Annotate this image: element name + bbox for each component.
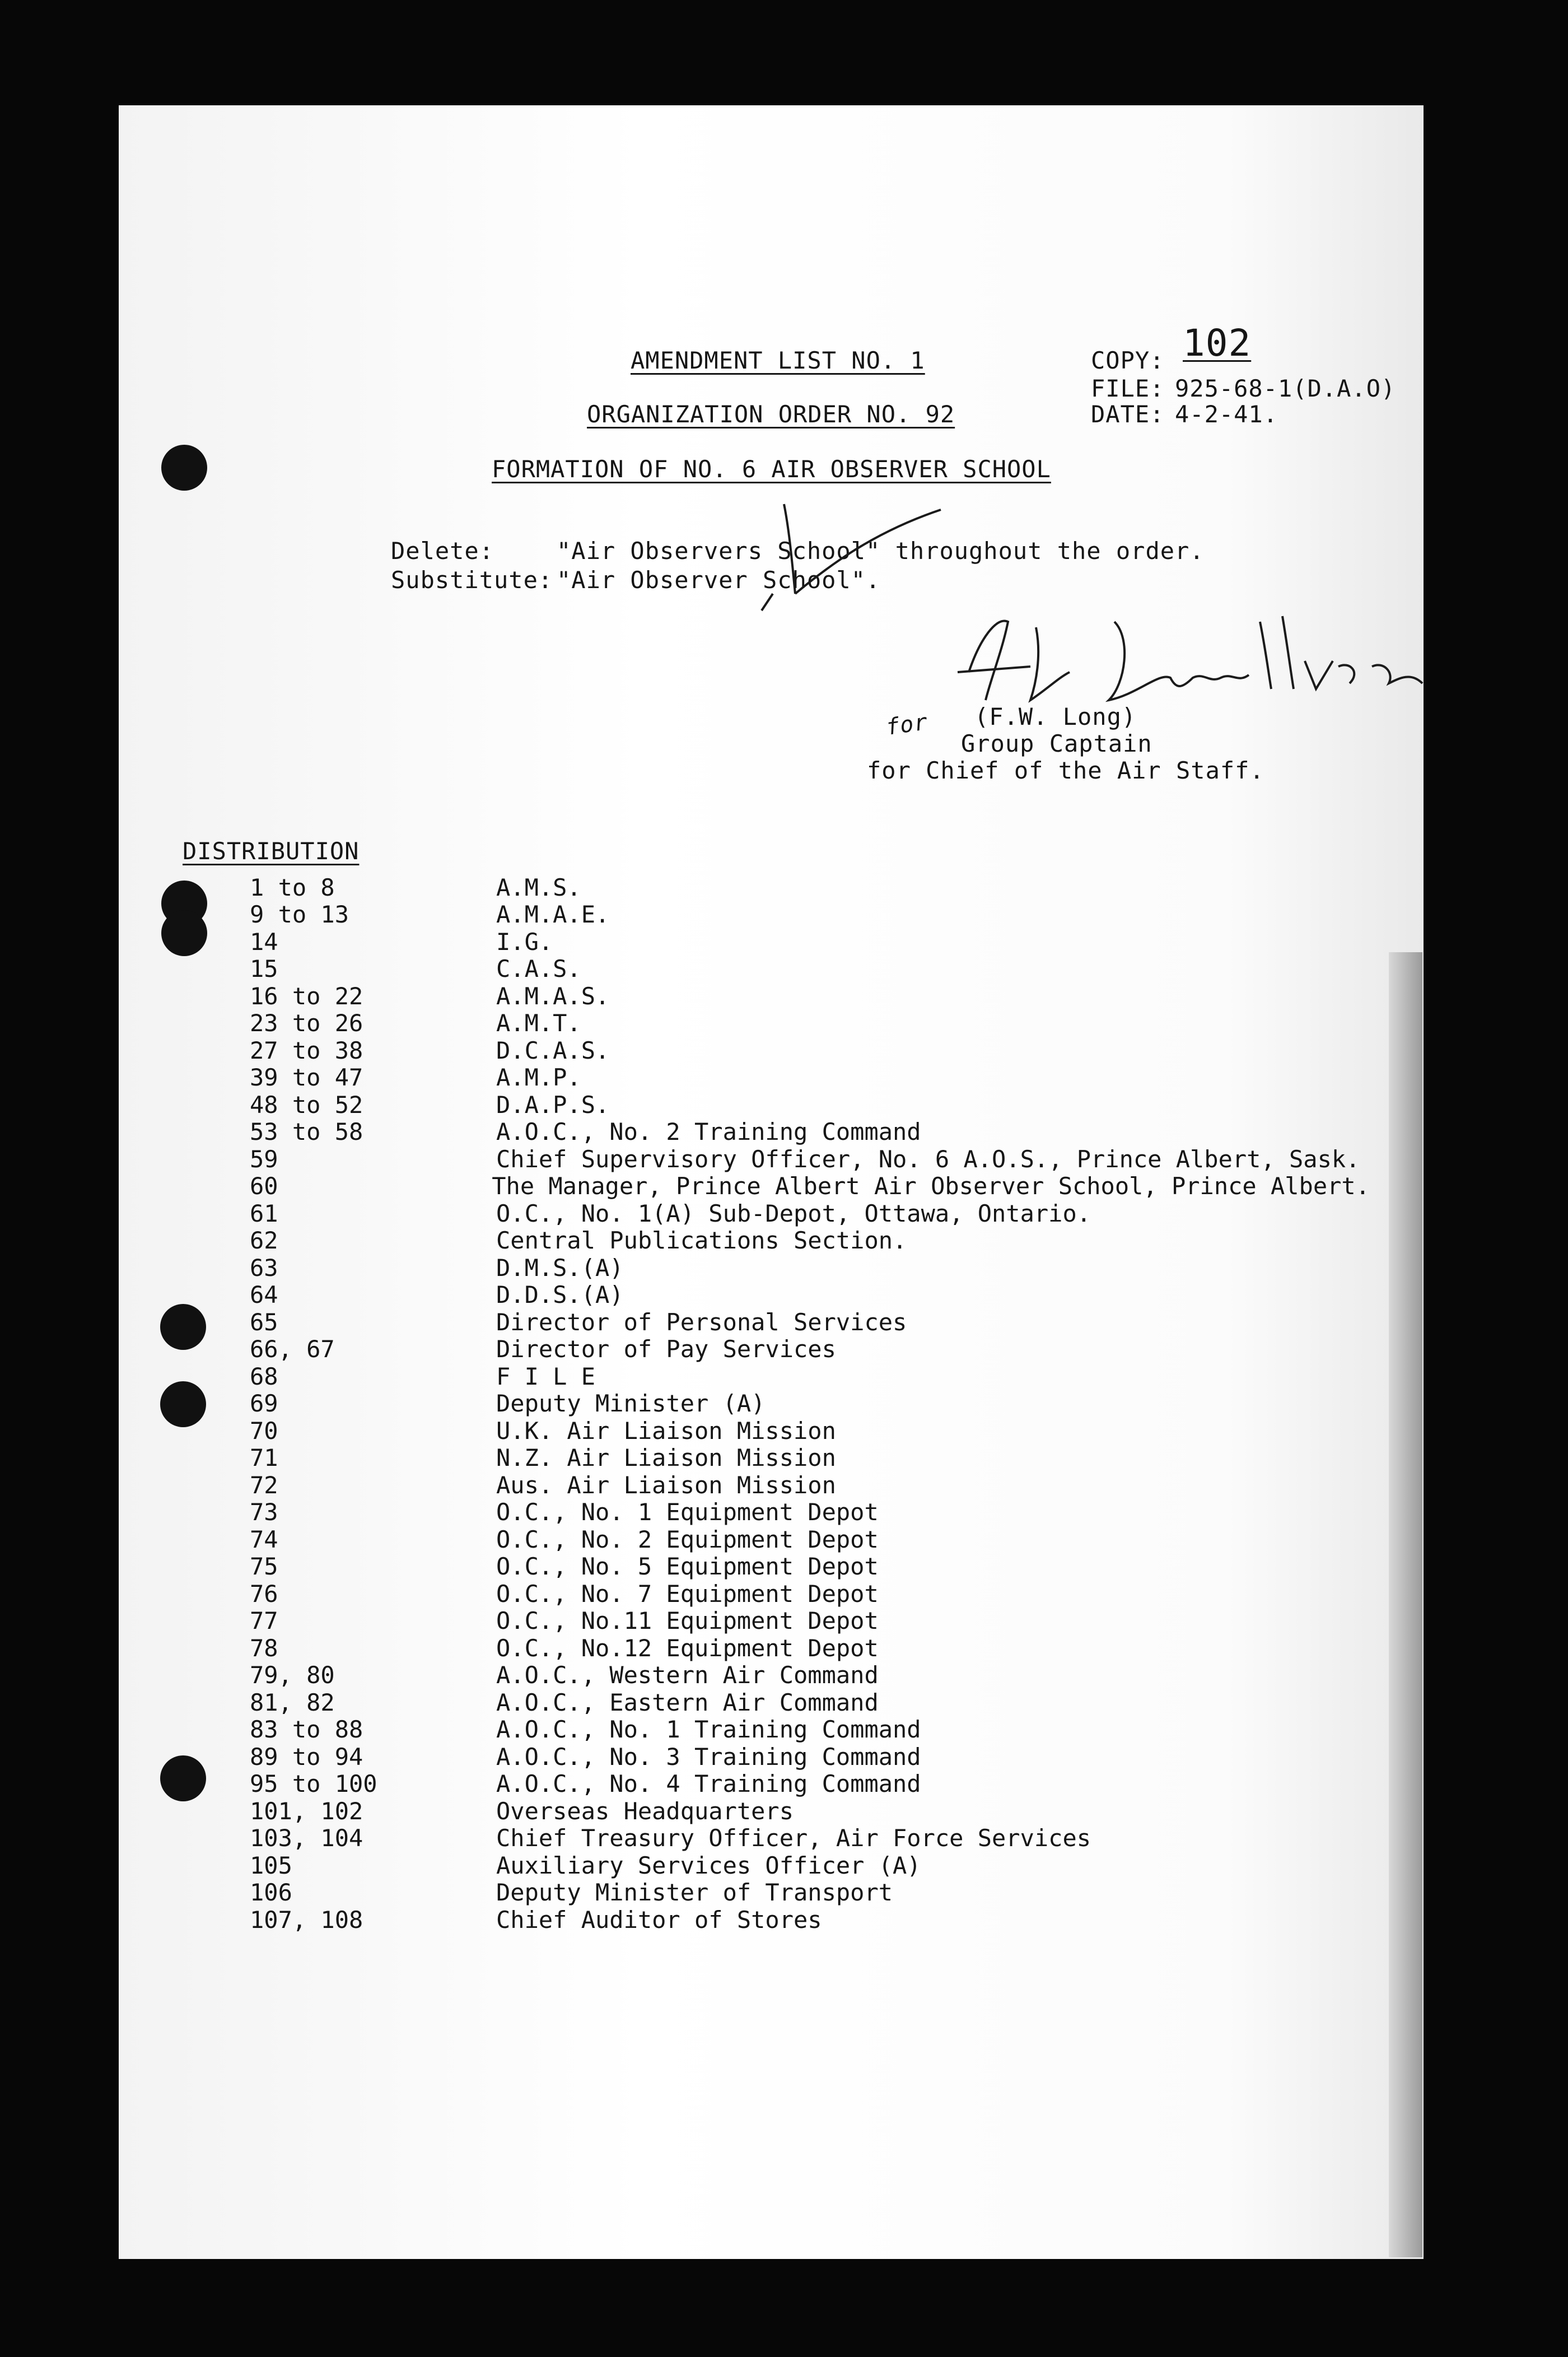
copy-range: 78 <box>250 1634 278 1662</box>
copy-range: 64 <box>250 1281 278 1309</box>
punch-hole <box>161 910 207 956</box>
copy-range: 105 <box>250 1851 292 1879</box>
distribution-row <box>250 1363 1370 1390</box>
signature-text: A.L. Seavill w/cdr <box>952 597 1049 607</box>
copy-range: 14 <box>250 928 278 956</box>
distribution-list <box>250 874 1370 1934</box>
distribution-row <box>250 1689 1370 1716</box>
copy-range: 107, 108 <box>250 1906 363 1934</box>
distribution-row <box>250 1662 1370 1689</box>
recipient: Chief Supervisory Officer, No. 6 A.O.S., Prince Albert, Sask. <box>496 1145 1360 1173</box>
copy-range: 60 <box>250 1172 278 1200</box>
copy-range: 15 <box>250 955 278 983</box>
recipient: U.K. Air Liaison Mission <box>496 1417 836 1445</box>
order-title: ORGANIZATION ORDER NO. 92 <box>587 400 955 428</box>
distribution-row <box>250 1825 1370 1852</box>
recipient: N.Z. Air Liaison Mission <box>496 1444 836 1472</box>
copy-range: 16 to 22 <box>250 982 363 1010</box>
recipient: Chief Treasury Officer, Air Force Services <box>496 1824 1091 1852</box>
signatory-rank: Group Captain <box>961 730 1152 757</box>
copy-range: 101, 102 <box>250 1797 363 1825</box>
copy-range: 69 <box>250 1390 278 1418</box>
recipient: D.D.S.(A) <box>496 1281 624 1309</box>
distribution-row <box>250 1145 1370 1173</box>
distribution-row <box>250 1010 1370 1037</box>
distribution-row <box>250 1797 1370 1825</box>
delete-text: "Air Observers School" throughout the order. <box>557 537 1205 565</box>
file-value: 925-68-1(D.A.O) <box>1175 375 1396 402</box>
recipient: Director of Personal Services <box>496 1308 907 1336</box>
recipient: Deputy Minister of Transport <box>496 1879 893 1907</box>
recipient: A.O.C., No. 4 Training Command <box>496 1770 921 1798</box>
distribution-row <box>250 1336 1370 1363</box>
distribution-row <box>250 1254 1370 1282</box>
distribution-row <box>250 1445 1370 1472</box>
distribution-row <box>250 1608 1370 1635</box>
copy-range: 95 to 100 <box>250 1770 377 1798</box>
recipient: O.C., No. 7 Equipment Depot <box>496 1580 879 1608</box>
recipient: O.C., No. 1 Equipment Depot <box>496 1498 879 1526</box>
for-mark: for <box>884 709 930 741</box>
correction-stroke <box>750 499 952 622</box>
recipient: A.M.A.E. <box>496 901 610 929</box>
distribution-row <box>250 1227 1370 1255</box>
copy-range: 74 <box>250 1525 278 1553</box>
file-label: FILE: <box>1091 375 1165 402</box>
copy-range: 48 to 52 <box>250 1091 363 1119</box>
copy-range: 63 <box>250 1254 278 1282</box>
copy-range: 79, 80 <box>250 1661 335 1689</box>
delete-label: Delete: <box>391 537 494 565</box>
copy-range: 1 to 8 <box>250 873 335 901</box>
recipient: The Manager, Prince Albert Air Observer School, Prince Albert. <box>492 1172 1370 1200</box>
recipient: A.O.C., Eastern Air Command <box>496 1688 879 1716</box>
recipient: A.O.C., Western Air Command <box>496 1661 879 1689</box>
copy-range: 59 <box>250 1145 278 1173</box>
distribution-row <box>250 1906 1370 1934</box>
recipient: Central Publications Section. <box>496 1227 907 1255</box>
distribution-row <box>250 1634 1370 1662</box>
copy-range: 71 <box>250 1444 278 1472</box>
recipient: Director of Pay Services <box>496 1335 836 1363</box>
distribution-row <box>250 1879 1370 1907</box>
copy-range: 23 to 26 <box>250 1009 363 1037</box>
distribution-row <box>250 1119 1370 1146</box>
distribution-row <box>250 1499 1370 1526</box>
recipient: D.C.A.S. <box>496 1036 610 1064</box>
punch-hole <box>160 1304 206 1350</box>
copy-range: 73 <box>250 1498 278 1526</box>
copy-range: 106 <box>250 1879 292 1907</box>
signatory-name: (F.W. Long) <box>974 703 1137 730</box>
copy-range: 77 <box>250 1607 278 1635</box>
recipient: D.M.S.(A) <box>496 1254 624 1282</box>
copy-range: 27 to 38 <box>250 1036 363 1064</box>
recipient: A.M.P. <box>496 1064 581 1092</box>
formation-title: FORMATION OF NO. 6 AIR OBSERVER SCHOOL <box>492 455 1051 483</box>
recipient: A.M.A.S. <box>496 982 610 1010</box>
distribution-heading: DISTRIBUTION <box>183 837 360 865</box>
copy-range: 72 <box>250 1471 278 1499</box>
distribution-row <box>250 1037 1370 1064</box>
copy-range: 61 <box>250 1199 278 1227</box>
recipient: D.A.P.S. <box>496 1091 610 1119</box>
recipient: I.G. <box>496 928 553 956</box>
signatory-role: for Chief of the Air Staff. <box>867 757 1264 784</box>
recipient: O.C., No. 1(A) Sub-Depot, Ottawa, Ontario. <box>496 1199 1091 1227</box>
punch-hole <box>160 1755 206 1801</box>
distribution-row <box>250 1173 1370 1200</box>
copy-range: 9 to 13 <box>250 901 349 929</box>
distribution-row <box>250 1771 1370 1798</box>
recipient: O.C., No.11 Equipment Depot <box>496 1607 879 1635</box>
recipient: A.O.C., No. 2 Training Command <box>496 1118 921 1146</box>
amendment-title: AMENDMENT LIST NO. 1 <box>631 347 925 374</box>
distribution-row <box>250 1526 1370 1553</box>
copy-range: 103, 104 <box>250 1824 363 1852</box>
distribution-row <box>250 1580 1370 1608</box>
distribution-row <box>250 1064 1370 1092</box>
distribution-row <box>250 874 1370 901</box>
date-label: DATE: <box>1091 400 1165 428</box>
punch-hole <box>161 445 207 491</box>
copy-number: 102 <box>1183 322 1252 365</box>
recipient: F I L E <box>496 1362 596 1390</box>
distribution-row <box>250 1471 1370 1499</box>
page-edge-shadow <box>1389 952 1422 2257</box>
recipient: Chief Auditor of Stores <box>496 1906 822 1934</box>
distribution-row <box>250 1091 1370 1119</box>
distribution-row <box>250 1716 1370 1744</box>
distribution-row <box>250 1390 1370 1418</box>
copy-range: 70 <box>250 1417 278 1445</box>
recipient: O.C., No.12 Equipment Depot <box>496 1634 879 1662</box>
copy-range: 83 to 88 <box>250 1716 363 1744</box>
recipient: A.O.C., No. 3 Training Command <box>496 1743 921 1771</box>
recipient: A.O.C., No. 1 Training Command <box>496 1716 921 1744</box>
copy-range: 39 to 47 <box>250 1064 363 1092</box>
copy-range: 81, 82 <box>250 1688 335 1716</box>
recipient: Aus. Air Liaison Mission <box>496 1471 836 1499</box>
substitute-label: Substitute: <box>391 566 553 594</box>
distribution-row <box>250 1743 1370 1771</box>
punch-hole <box>160 1381 206 1427</box>
copy-range: 89 to 94 <box>250 1743 363 1771</box>
date-value: 4-2-41. <box>1175 400 1278 428</box>
copy-range: 53 to 58 <box>250 1118 363 1146</box>
distribution-row <box>250 1553 1370 1581</box>
substitute-text: "Air Observer School". <box>557 566 881 594</box>
distribution-row <box>250 1308 1370 1336</box>
copy-range: 66, 67 <box>250 1335 335 1363</box>
recipient: O.C., No. 2 Equipment Depot <box>496 1525 879 1553</box>
recipient: Auxiliary Services Officer (A) <box>496 1851 921 1879</box>
distribution-row <box>250 1282 1370 1309</box>
recipient: O.C., No. 5 Equipment Depot <box>496 1553 879 1581</box>
recipient: A.M.T. <box>496 1009 581 1037</box>
distribution-row <box>250 956 1370 983</box>
recipient: Overseas Headquarters <box>496 1797 794 1825</box>
copy-range: 68 <box>250 1362 278 1390</box>
distribution-row <box>250 1200 1370 1227</box>
recipient: C.A.S. <box>496 955 581 983</box>
distribution-row <box>250 982 1370 1010</box>
distribution-row <box>250 901 1370 929</box>
distribution-row <box>250 1417 1370 1445</box>
distribution-row <box>250 928 1370 956</box>
copy-range: 75 <box>250 1553 278 1581</box>
recipient: A.M.S. <box>496 873 581 901</box>
copy-label: COPY: <box>1091 347 1165 374</box>
copy-range: 65 <box>250 1308 278 1336</box>
recipient: Deputy Minister (A) <box>496 1390 766 1418</box>
copy-range: 76 <box>250 1580 278 1608</box>
distribution-row <box>250 1852 1370 1879</box>
copy-range: 62 <box>250 1227 278 1255</box>
